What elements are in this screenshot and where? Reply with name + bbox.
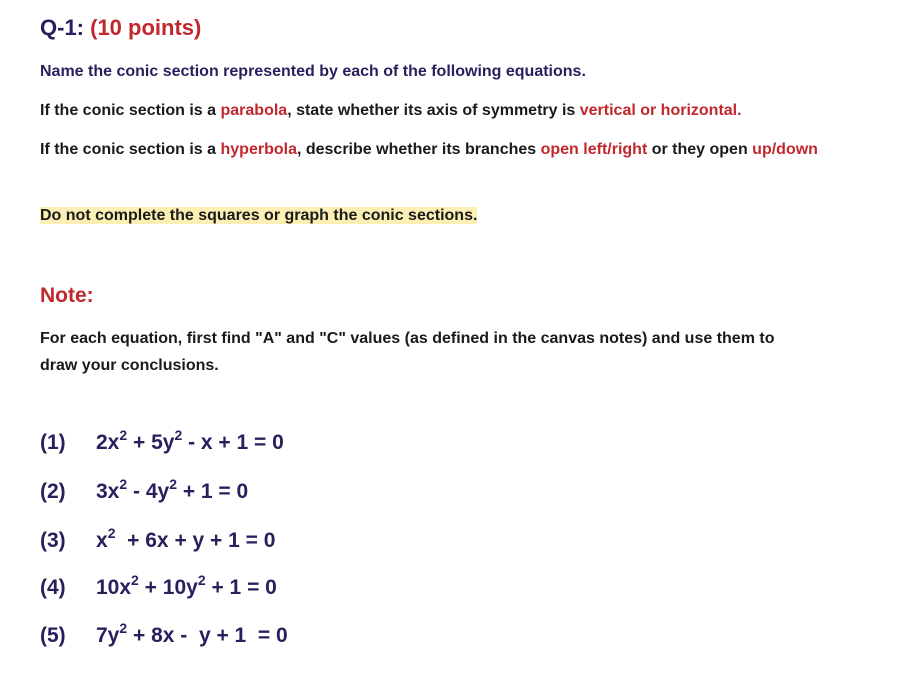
instruction-line-3 [40, 136, 830, 163]
equation-3 [40, 525, 276, 553]
instruction-line-3-part-e: or they open [647, 141, 753, 158]
instruction-line-4 [40, 202, 477, 229]
instruction-line-3-part-c: , describe whether its branches [296, 141, 541, 158]
question-title [40, 15, 201, 41]
instruction-line-3-part-a: If the conic section is a [40, 141, 221, 158]
equation-term: - 4y [127, 480, 170, 503]
instruction-line-1: Name the conic section represented by each of the following equations. [40, 63, 586, 80]
equation-number: (5) [40, 624, 66, 647]
equation-term: 10x [96, 576, 132, 599]
equation-number: (2) [40, 480, 66, 503]
equation-term: 3x [96, 480, 120, 503]
instruction-line-2 [40, 97, 742, 124]
equation-term: + 1 = 0 [205, 576, 277, 599]
open-left-right-term: open left/right [540, 141, 648, 158]
equation-exponent: 2 [174, 427, 183, 443]
equation-exponent: 2 [119, 476, 128, 492]
equation-1 [40, 427, 284, 455]
question-points: (10 points) [90, 15, 202, 40]
axis-orientation-term: vertical or horizontal. [579, 102, 742, 119]
equation-term: + 5y [127, 431, 175, 454]
note-title: Note: [40, 284, 94, 307]
equation-term: x [96, 529, 108, 552]
equation-term: + 10y [138, 576, 198, 599]
up-down-term: up/down [752, 141, 818, 158]
question-label: Q-1: [40, 15, 84, 40]
equation-exponent: 2 [169, 476, 177, 492]
equation-number: (3) [40, 529, 66, 552]
equation-2 [40, 476, 249, 504]
instruction-line-2-part-a: If the conic section is a [40, 102, 221, 119]
equation-term: + 1 = 0 [176, 480, 249, 503]
equation-exponent: 2 [197, 572, 206, 588]
equation-term: 7y [96, 624, 120, 647]
highlighted-instruction: Do not complete the squares or graph the conic sections. [40, 207, 478, 224]
equation-term: - x + 1 = 0 [182, 431, 284, 454]
equation-term: + 8x - y + 1 = 0 [127, 624, 288, 647]
equation-5 [40, 620, 288, 648]
hyperbola-term: hyperbola [220, 141, 297, 158]
equation-exponent: 2 [119, 620, 128, 636]
equation-exponent: 2 [131, 572, 139, 588]
equation-number: (4) [40, 576, 66, 599]
equation-exponent: 2 [119, 427, 128, 443]
equation-term: 2x [96, 431, 120, 454]
parabola-term: parabola [220, 102, 288, 119]
equation-number: (1) [40, 431, 66, 454]
equation-term: + 6x + y + 1 = 0 [115, 529, 276, 552]
equation-4 [40, 572, 277, 600]
equation-exponent: 2 [107, 525, 116, 541]
note-text: For each equation, first find "A" and "C" values (as defined in the canvas notes) and use them to draw your conclusions. [40, 330, 775, 374]
instruction-line-2-part-c: , state whether its axis of symmetry is [287, 102, 580, 119]
